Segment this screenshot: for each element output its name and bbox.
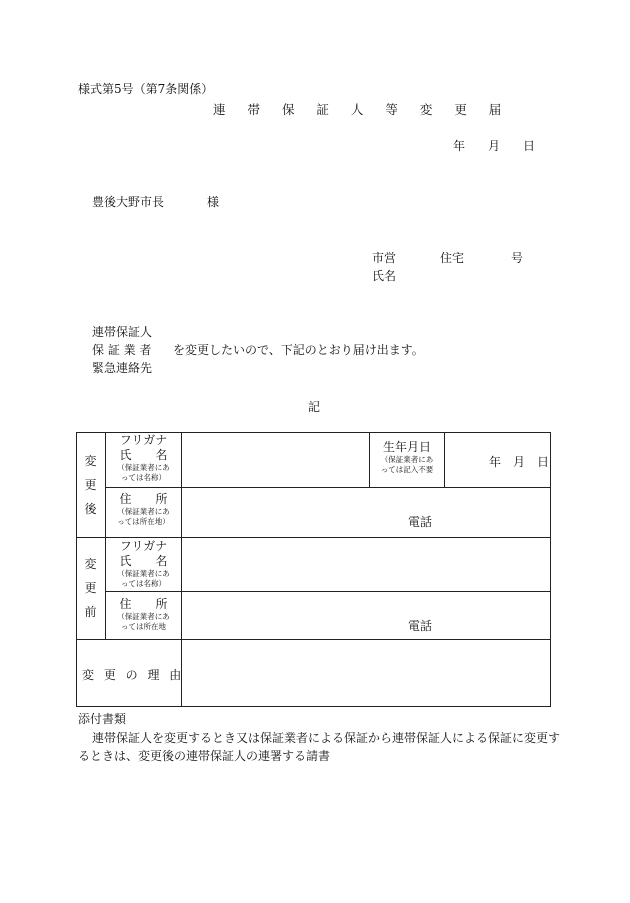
before-name-note-l2: っては名称） — [121, 579, 166, 588]
after-change-label: 変 更 後 — [84, 453, 97, 516]
intro-text: を変更したいので、下記のとおり届け出ます。 — [173, 343, 424, 357]
after-furigana-label: フリガナ — [119, 433, 168, 447]
after-name-label: 氏 名 — [119, 448, 168, 462]
before-address-note-l1: （保証業者にあ — [117, 612, 170, 621]
attachments-heading: 添付書類 — [78, 712, 127, 726]
before-phone-label: 電話 — [408, 619, 433, 633]
page-title: 連 帯 保 証 人 等 変 更 届 — [213, 102, 511, 117]
intro-item-guarantee-company: 保 証 業 者 — [92, 343, 152, 357]
after-name-label-cell — [106, 433, 181, 483]
before-address-label: 住 所 — [119, 597, 168, 611]
ki-label: 記 — [308, 400, 321, 414]
after-address-note-l1: （保証業者にあ — [117, 507, 170, 516]
birth-year-label: 年 — [489, 455, 502, 469]
before-name-note-l1: （保証業者にあ — [117, 569, 170, 578]
reason-label: 変 更 の 理 由 — [82, 668, 185, 682]
birthdate-note-l1: （保証業者にあ — [380, 455, 434, 464]
table-col-birth-value — [444, 432, 445, 487]
applicant-name-label: 氏名 — [372, 269, 397, 283]
table-divider-before-reason — [76, 639, 551, 640]
attachments-line2: るときは、変更後の連帯保証人の連署する請書 — [78, 749, 331, 763]
birth-day-label: 日 — [537, 455, 550, 469]
form-number: 様式第5号（第7条関係） — [78, 82, 214, 96]
birth-month-label: 月 — [513, 455, 526, 469]
birthdate-label: 生年月日 — [382, 440, 431, 454]
after-address-label: 住 所 — [119, 492, 168, 506]
intro-item-emergency-contact: 緊急連絡先 — [92, 361, 153, 375]
intro-item-guarantor: 連帯保証人 — [92, 325, 153, 339]
birthdate-label-cell — [370, 440, 444, 475]
before-name-label: 氏 名 — [119, 554, 168, 568]
applicant-number: 号 — [511, 251, 524, 265]
table-divider-after-name-address — [105, 487, 551, 488]
addressee-honorific: 様 — [207, 195, 220, 209]
before-address-label-cell — [106, 597, 181, 632]
applicant-housing: 住宅 — [440, 251, 465, 265]
before-furigana-label: フリガナ — [119, 539, 168, 553]
table-divider-before-name-address — [105, 591, 551, 592]
addressee-mayor: 豊後大野市長 — [92, 195, 165, 209]
after-name-note-l1: （保証業者にあ — [117, 463, 170, 472]
birthdate-note-l2: っては記入不要 — [380, 465, 434, 474]
attachments-line1: 連帯保証人を変更するとき又は保証業者による保証から連帯保証人による保証に変更す — [92, 731, 561, 745]
before-change-label: 変 更 前 — [84, 557, 97, 619]
after-address-label-cell — [106, 492, 181, 527]
after-address-note-l2: っては所在地） — [117, 517, 170, 526]
date-month-label: 月 — [488, 139, 501, 153]
after-phone-label: 電話 — [408, 515, 433, 529]
table-divider-after-before — [76, 537, 551, 538]
applicant-city-housing: 市営 — [372, 251, 397, 265]
date-day-label: 日 — [523, 139, 536, 153]
before-address-note-l2: っては所在地 — [121, 622, 166, 631]
before-name-label-cell — [106, 539, 181, 589]
date-year-label: 年 — [453, 139, 466, 153]
after-name-note-l2: っては名称） — [121, 473, 166, 482]
